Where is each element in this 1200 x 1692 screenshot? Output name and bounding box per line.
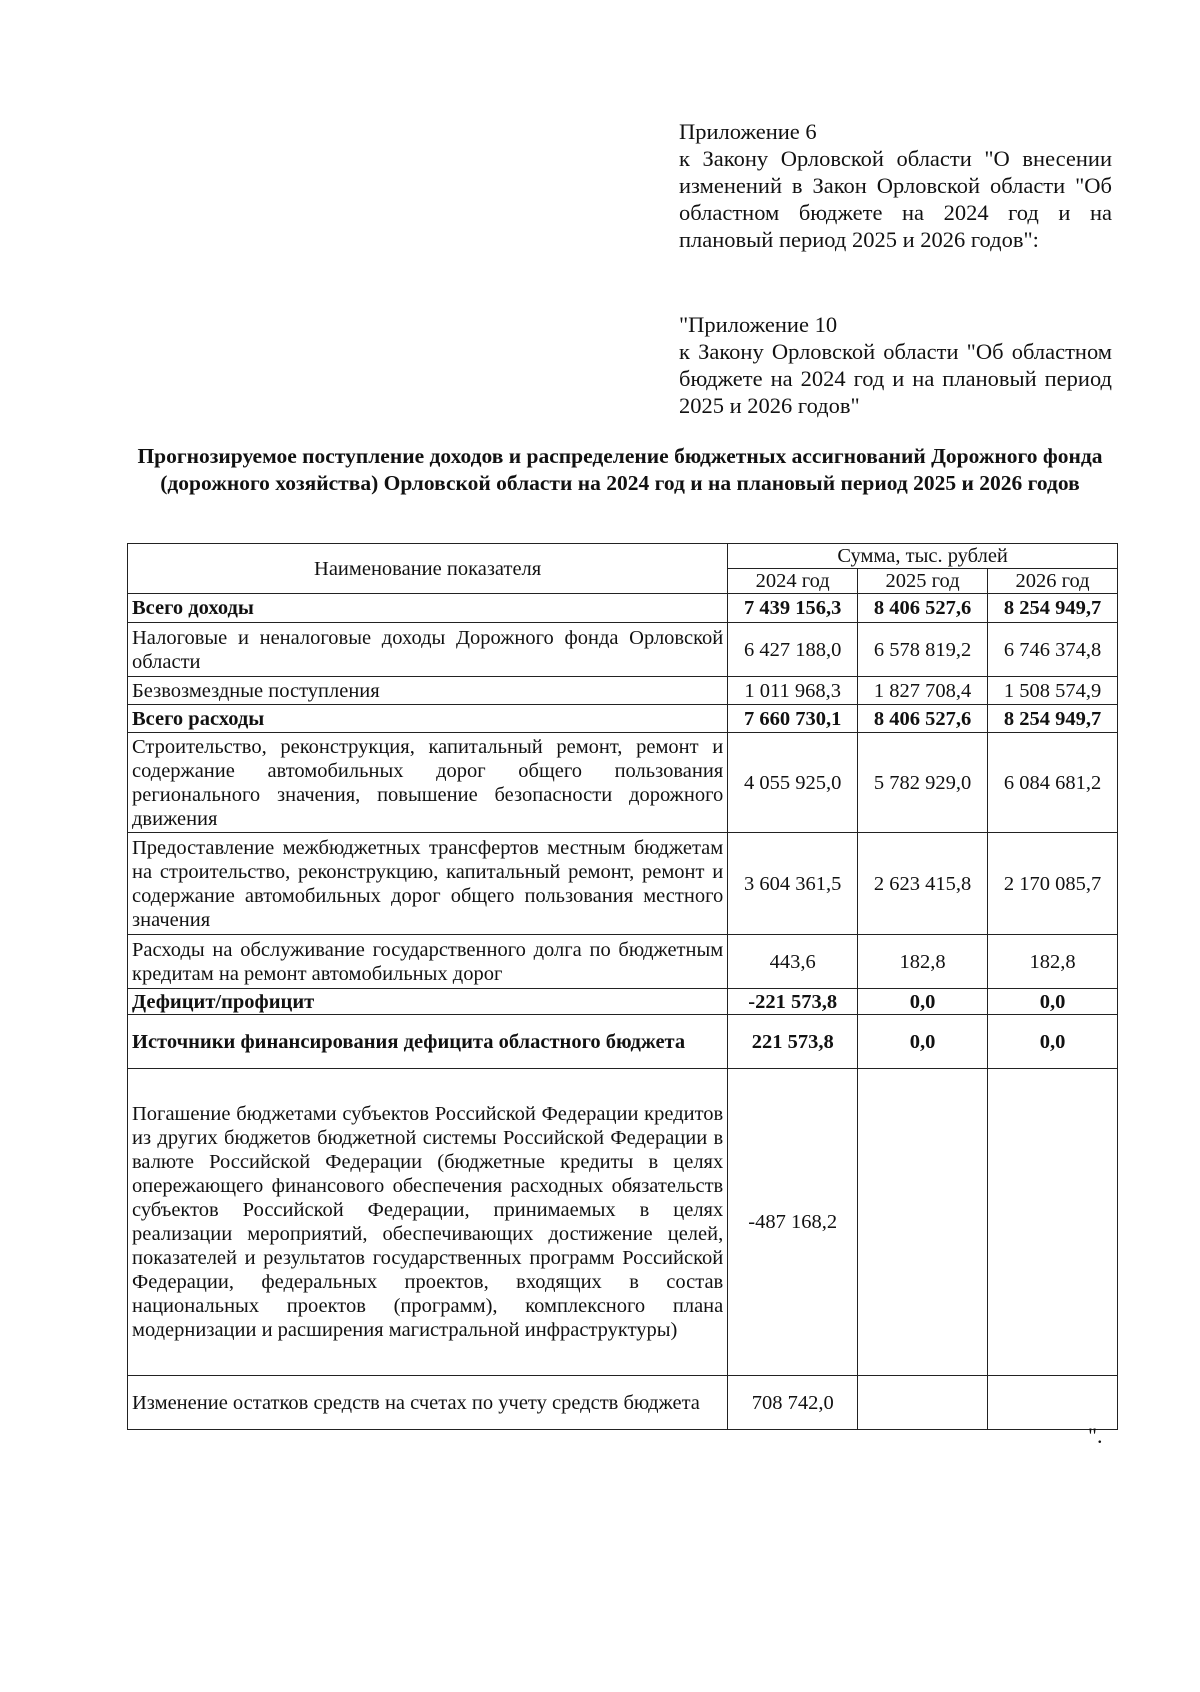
row-name: Погашение бюджетами субъектов Российской Федерации кредитов из других бюджетов бюджетной системы Российской Федерации в валюте Российской Федерации (бюджетные кредиты в целях опережающего финансового обеспечения расходных обязательств субъектов Российской Федерации, принимаемых в целях реализации мероприятий, обеспечивающих достижение целей, показателей и результатов государственных программ Российской Федерации, федеральных проектов, входящих в состав национальных проектов (программ), комплексного плана модернизации и расширения магистральной инфраструктуры) bbox=[128, 1069, 728, 1376]
row-name: Предоставление межбюджетных трансфертов местным бюджетам на строительство, реконструкцию, капитальный ремонт, ремонт и содержание автомобильных дорог общего пользования местного значения bbox=[128, 833, 728, 935]
value-2026: 1 508 574,9 bbox=[988, 677, 1118, 705]
value-2024: 221 573,8 bbox=[728, 1015, 858, 1069]
value-2026: 0,0 bbox=[988, 1015, 1118, 1069]
value-2025: 182,8 bbox=[858, 935, 988, 989]
row-name: Изменение остатков средств на счетах по учету средств бюджета bbox=[128, 1376, 728, 1430]
value-2025: 5 782 929,0 bbox=[858, 733, 988, 833]
value-2026 bbox=[988, 1376, 1118, 1430]
value-2024: -487 168,2 bbox=[728, 1069, 858, 1376]
row-total-expenses bbox=[128, 705, 1118, 733]
row-name: Всего расходы bbox=[128, 705, 728, 733]
row-name: Безвозмездные поступления bbox=[128, 677, 728, 705]
row-name: Налоговые и неналоговые доходы Дорожного фонда Орловской области bbox=[128, 623, 728, 677]
value-2026: 182,8 bbox=[988, 935, 1118, 989]
header-sum: Сумма, тыс. рублей bbox=[728, 544, 1118, 569]
value-2024: 7 439 156,3 bbox=[728, 594, 858, 623]
header-year-2025: 2025 год bbox=[858, 569, 988, 594]
value-2025: 0,0 bbox=[858, 1015, 988, 1069]
row-financing-sources bbox=[128, 1015, 1118, 1069]
value-2025 bbox=[858, 1069, 988, 1376]
annex-6-title: Приложение 6 bbox=[679, 119, 817, 144]
row-total-income bbox=[128, 594, 1118, 623]
value-2026 bbox=[988, 1069, 1118, 1376]
annex-6-reference: к Закону Орловской области "О внесении изменений в Закон Орловской области "Об областном бюджете на 2024 год и на плановый период 2025 и 2026 годов": bbox=[679, 146, 1112, 252]
value-2025: 1 827 708,4 bbox=[858, 677, 988, 705]
value-2024: 1 011 968,3 bbox=[728, 677, 858, 705]
row-grants bbox=[128, 677, 1118, 705]
row-name: Всего доходы bbox=[128, 594, 728, 623]
value-2024: -221 573,8 bbox=[728, 989, 858, 1015]
header-indicator-name: Наименование показателя bbox=[128, 544, 728, 594]
value-2026: 0,0 bbox=[988, 989, 1118, 1015]
row-name: Источники финансирования дефицита областного бюджета bbox=[128, 1015, 728, 1069]
document-title: Прогнозируемое поступление доходов и распределение бюджетных ассигнований Дорожного фонда (дорожного хозяйства) Орловской области на 2024 год и на плановый период 2025 и 2026 годов bbox=[137, 444, 1103, 495]
annex-6-header bbox=[679, 118, 1112, 253]
value-2024: 3 604 361,5 bbox=[728, 833, 858, 935]
row-balance-change bbox=[128, 1376, 1118, 1430]
value-2026: 8 254 949,7 bbox=[988, 705, 1118, 733]
table-header-row bbox=[128, 544, 1118, 569]
value-2025: 8 406 527,6 bbox=[858, 594, 988, 623]
row-local-transfers bbox=[128, 833, 1118, 935]
annex-10-reference: к Закону Орловской области "Об областном бюджете на 2024 год и на плановый период 2025 и 2026 годов" bbox=[679, 339, 1112, 418]
row-deficit bbox=[128, 989, 1118, 1015]
row-regional-roads bbox=[128, 733, 1118, 833]
value-2025 bbox=[858, 1376, 988, 1430]
value-2024: 443,6 bbox=[728, 935, 858, 989]
value-2026: 6 084 681,2 bbox=[988, 733, 1118, 833]
value-2024: 4 055 925,0 bbox=[728, 733, 858, 833]
value-2024: 6 427 188,0 bbox=[728, 623, 858, 677]
value-2026: 6 746 374,8 bbox=[988, 623, 1118, 677]
value-2024: 7 660 730,1 bbox=[728, 705, 858, 733]
row-loan-repayment bbox=[128, 1069, 1118, 1376]
value-2026: 8 254 949,7 bbox=[988, 594, 1118, 623]
value-2025: 2 623 415,8 bbox=[858, 833, 988, 935]
value-2025: 0,0 bbox=[858, 989, 988, 1015]
row-name: Расходы на обслуживание государственного долга по бюджетным кредитам на ремонт автомобильных дорог bbox=[128, 935, 728, 989]
header-year-2026: 2026 год bbox=[988, 569, 1118, 594]
value-2026: 2 170 085,7 bbox=[988, 833, 1118, 935]
value-2025: 8 406 527,6 bbox=[858, 705, 988, 733]
row-debt-service bbox=[128, 935, 1118, 989]
road-fund-table bbox=[127, 543, 1118, 1430]
annex-10-title: "Приложение 10 bbox=[679, 312, 838, 337]
annex-10-header bbox=[679, 311, 1112, 419]
value-2024: 708 742,0 bbox=[728, 1376, 858, 1430]
closing-quote-mark: ". bbox=[1088, 1423, 1103, 1448]
row-name: Дефицит/профицит bbox=[128, 989, 728, 1015]
row-tax-income bbox=[128, 623, 1118, 677]
row-name: Строительство, реконструкция, капитальный ремонт, ремонт и содержание автомобильных дорог общего пользования регионального значения, повышение безопасности дорожного движения bbox=[128, 733, 728, 833]
header-year-2024: 2024 год bbox=[728, 569, 858, 594]
value-2025: 6 578 819,2 bbox=[858, 623, 988, 677]
